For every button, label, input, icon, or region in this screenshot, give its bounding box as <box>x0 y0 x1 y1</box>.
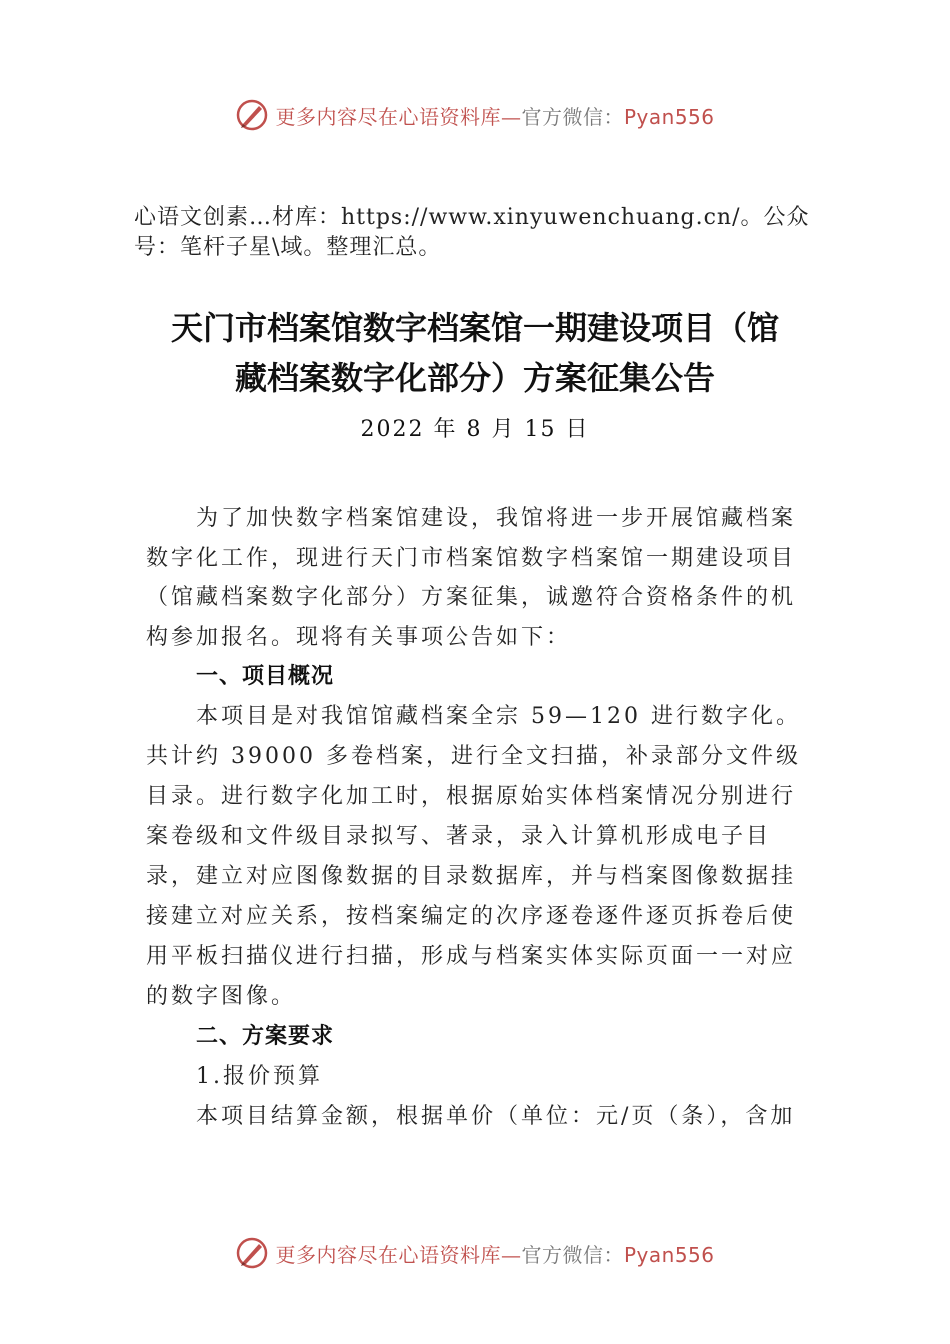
section-1-paragraph: 本项目是对我馆馆藏档案全宗 59—120 进行数字化。共计约 39000 多卷档案，进行全文扫描，补录部分文件级目录。进行数字化加工时，根据原始实体档案情况分别进行案卷级和文件级目录拟写、著录，录入计算机形成电子目录，建立对应图像数据的目录数据库，并与档案图像数据挂接建立对应关系，按档案编定的次序逐卷逐件逐页拆卷后使用平板扫描仪进行扫描，形成与档案实体实际页面一一对应的数字图像。 <box>146 704 801 1009</box>
source-line: 心语文创素…材库：https://www.xinyuwenchuang.cn/。公众号：笔杆子星\域。整理汇总。 <box>134 205 810 260</box>
section-2-paragraph: 本项目结算金额，根据单价（单位：元/页（条），含加 <box>196 1103 796 1129</box>
document-title <box>100 303 850 403</box>
banner-wechat-id: Pyan556 <box>623 1242 715 1267</box>
footer-banner <box>0 1233 950 1273</box>
header-banner <box>0 95 950 135</box>
document-date: 2022 年 8 月 15 日 <box>360 417 590 442</box>
pen-logo-icon <box>235 98 269 132</box>
banner-main-text: 更多内容尽在心语资料库— <box>275 1242 522 1267</box>
document-body <box>146 499 816 1136</box>
section-2-heading: 二、方案要求 <box>196 1024 335 1049</box>
banner-text <box>275 1239 714 1268</box>
banner-main-text: 更多内容尽在心语资料库— <box>275 104 522 129</box>
title-line-2: 藏档案数字化部分）方案征集公告 <box>234 359 715 397</box>
banner-wechat-label: 官方微信： <box>521 1242 624 1267</box>
title-line-1: 天门市档案馆数字档案馆一期建设项目（馆 <box>170 309 779 347</box>
banner-wechat-id: Pyan556 <box>623 104 715 129</box>
pen-logo-icon <box>235 1236 269 1270</box>
banner-text <box>275 101 714 130</box>
banner-wechat-label: 官方微信： <box>521 104 624 129</box>
section-1-heading: 一、项目概况 <box>196 664 335 689</box>
section-2-subheading: 1.报价预算 <box>196 1064 323 1089</box>
intro-paragraph: 为了加快数字档案馆建设，我馆将进一步开展馆藏档案数字化工作，现进行天门市档案馆数字档案馆一期建设项目（馆藏档案数字化部分）方案征集，诚邀符合资格条件的机构参加报名。现将有关事项公告如下： <box>146 506 797 650</box>
